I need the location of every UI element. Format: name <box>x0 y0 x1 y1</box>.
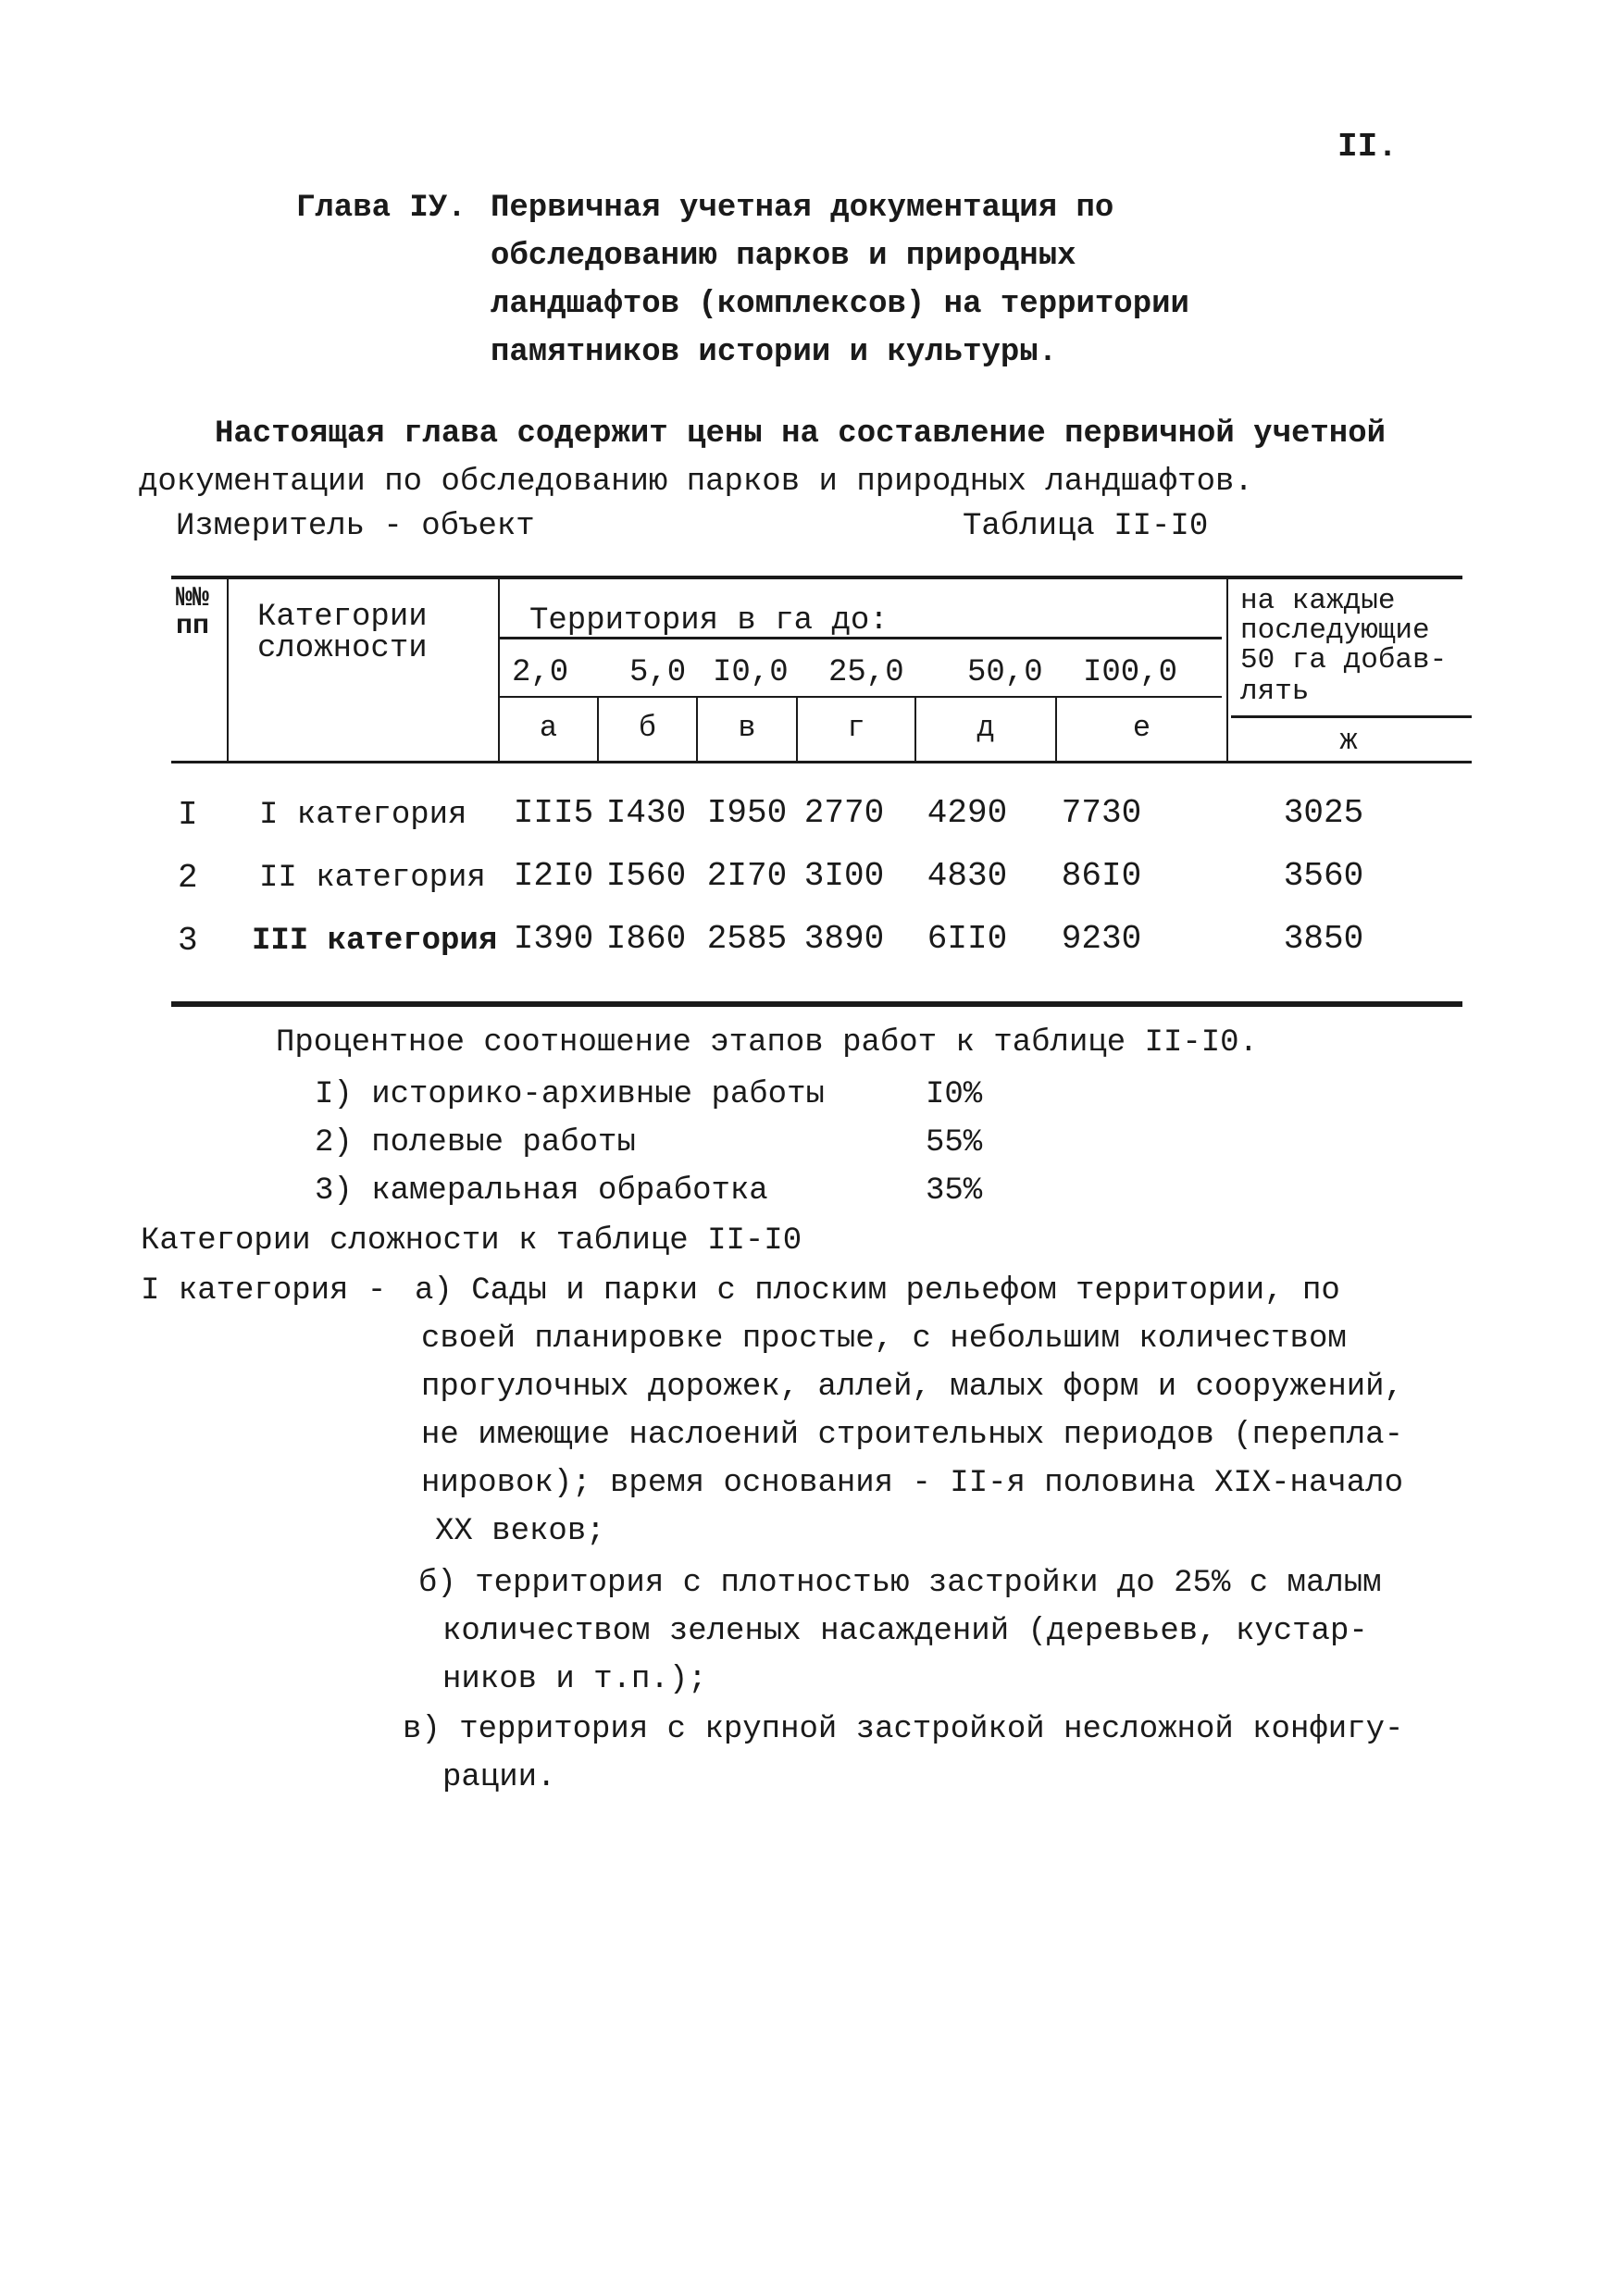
column-letter: в <box>738 711 756 745</box>
value-cell: 4830 <box>927 857 1008 895</box>
chapter-title-line: обследованию парков и природных <box>491 239 1076 274</box>
category-text-line: рации. <box>442 1760 556 1795</box>
value-cell: I430 <box>605 794 687 832</box>
header-size: I0,0 <box>713 655 789 690</box>
row-number: 2 <box>178 859 198 897</box>
value-cell: I560 <box>605 857 687 895</box>
value-cell: 2585 <box>706 920 788 958</box>
row-number: 3 <box>178 922 198 960</box>
ratio-item-label: I) историко-архивные работы <box>315 1077 825 1112</box>
header-category: Категории <box>257 600 428 635</box>
header-extra: лять <box>1240 676 1310 708</box>
intro-line: Настоящая глава содержит цены на составление первичной учетной <box>215 416 1387 452</box>
header-category: сложности <box>257 631 428 666</box>
header-bottom-rule <box>171 761 1472 763</box>
header-territory: Территория в га до: <box>529 603 889 639</box>
ratio-item-label: 2) полевые работы <box>315 1125 636 1160</box>
column-letter: д <box>976 711 995 745</box>
categories-title: Категории сложности к таблице II-I0 <box>141 1223 802 1259</box>
ratio-title: Процентное соотношение этапов работ к таблице II-I0. <box>276 1025 1258 1061</box>
ratio-item-value: 35% <box>926 1173 983 1209</box>
row-category: I категория <box>259 798 467 833</box>
page-number: II. <box>1337 128 1398 166</box>
header-size: 50,0 <box>967 655 1043 690</box>
value-cell: 2770 <box>803 794 885 832</box>
chapter-title-line: ландшафтов (комплексов) на территории <box>491 287 1189 322</box>
value-cell: 3850 <box>1283 920 1364 958</box>
value-cell: 86I0 <box>1061 857 1142 895</box>
value-cell: III5 <box>513 794 594 832</box>
intro-line: документации по обследованию парков и природных ландшафтов. <box>139 465 1253 500</box>
meter-label: Измеритель - объект <box>176 509 535 544</box>
column-letter: ж <box>1339 724 1358 758</box>
category-text-line: в) территория с крупной застройкой несложной конфигу- <box>403 1712 1404 1747</box>
category-text-line: нировок); время основания - II-я половина XIX-начало <box>421 1466 1403 1501</box>
category-text-line: а) Сады и парки с плоским рельефом территории, по <box>415 1273 1340 1309</box>
value-cell: 3560 <box>1283 857 1364 895</box>
value-cell: I390 <box>513 920 594 958</box>
value-cell: I860 <box>605 920 687 958</box>
row-number: I <box>178 796 198 834</box>
row-category: III категория <box>252 924 498 959</box>
ratio-item-label: 3) камеральная обработка <box>315 1173 768 1209</box>
header-size: 5,0 <box>629 655 687 690</box>
value-cell: 6II0 <box>927 920 1008 958</box>
value-cell: 2I70 <box>706 857 788 895</box>
ratio-item-value: I0% <box>926 1077 983 1112</box>
table-title: Таблица II-I0 <box>963 509 1209 544</box>
category-text-line: своей планировке простые, с небольшим количеством <box>421 1322 1347 1357</box>
header-size: 25,0 <box>828 655 904 690</box>
category-text-line: количеством зеленых насаждений (деревьев, кустар- <box>442 1614 1368 1649</box>
category-text-line: прогулочных дорожек, аллей, малых форм и сооружений, <box>421 1370 1403 1405</box>
table-bottom-rule <box>171 1001 1462 1007</box>
value-cell: 3890 <box>803 920 885 958</box>
value-cell: I2I0 <box>513 857 594 895</box>
col-rule <box>227 577 229 763</box>
value-cell: I950 <box>706 794 788 832</box>
header-extra: на каждые <box>1240 585 1396 617</box>
header-num: №№ <box>176 583 210 614</box>
header-size: I00,0 <box>1083 655 1178 690</box>
chapter-title-line: Первичная учетная документация по <box>491 191 1114 226</box>
category-text-line: б) территория с плотностью застройки до 25% с малым <box>418 1566 1382 1601</box>
column-letter: е <box>1132 711 1151 745</box>
column-letter: г <box>847 711 865 745</box>
ratio-item-value: 55% <box>926 1125 983 1160</box>
value-cell: 7730 <box>1061 794 1142 832</box>
sizes-rule <box>500 696 1222 698</box>
header-size: 2,0 <box>512 655 569 690</box>
value-cell: 4290 <box>927 794 1008 832</box>
category-text-line: ников и т.п.); <box>442 1662 707 1697</box>
header-extra: последующие <box>1240 614 1430 647</box>
value-cell: 3025 <box>1283 794 1364 832</box>
header-extra: 50 га добав- <box>1240 644 1448 676</box>
column-letter: а <box>539 711 558 745</box>
column-letter: б <box>638 711 657 745</box>
category-label: I категория - <box>141 1273 387 1309</box>
chapter-title-line: памятников истории и культуры. <box>491 335 1058 370</box>
header-num: пп <box>176 611 210 642</box>
row-category: II категория <box>259 861 486 896</box>
category-text-line: не имеющие наслоений строительных периодов (перепла- <box>421 1418 1403 1453</box>
category-text-line: XX веков; <box>435 1514 605 1549</box>
value-cell: 9230 <box>1061 920 1142 958</box>
table-top-rule <box>171 576 1462 579</box>
chapter-prefix: Глава IУ. <box>296 191 466 226</box>
extra-rule <box>1231 715 1472 718</box>
value-cell: 3I00 <box>803 857 885 895</box>
